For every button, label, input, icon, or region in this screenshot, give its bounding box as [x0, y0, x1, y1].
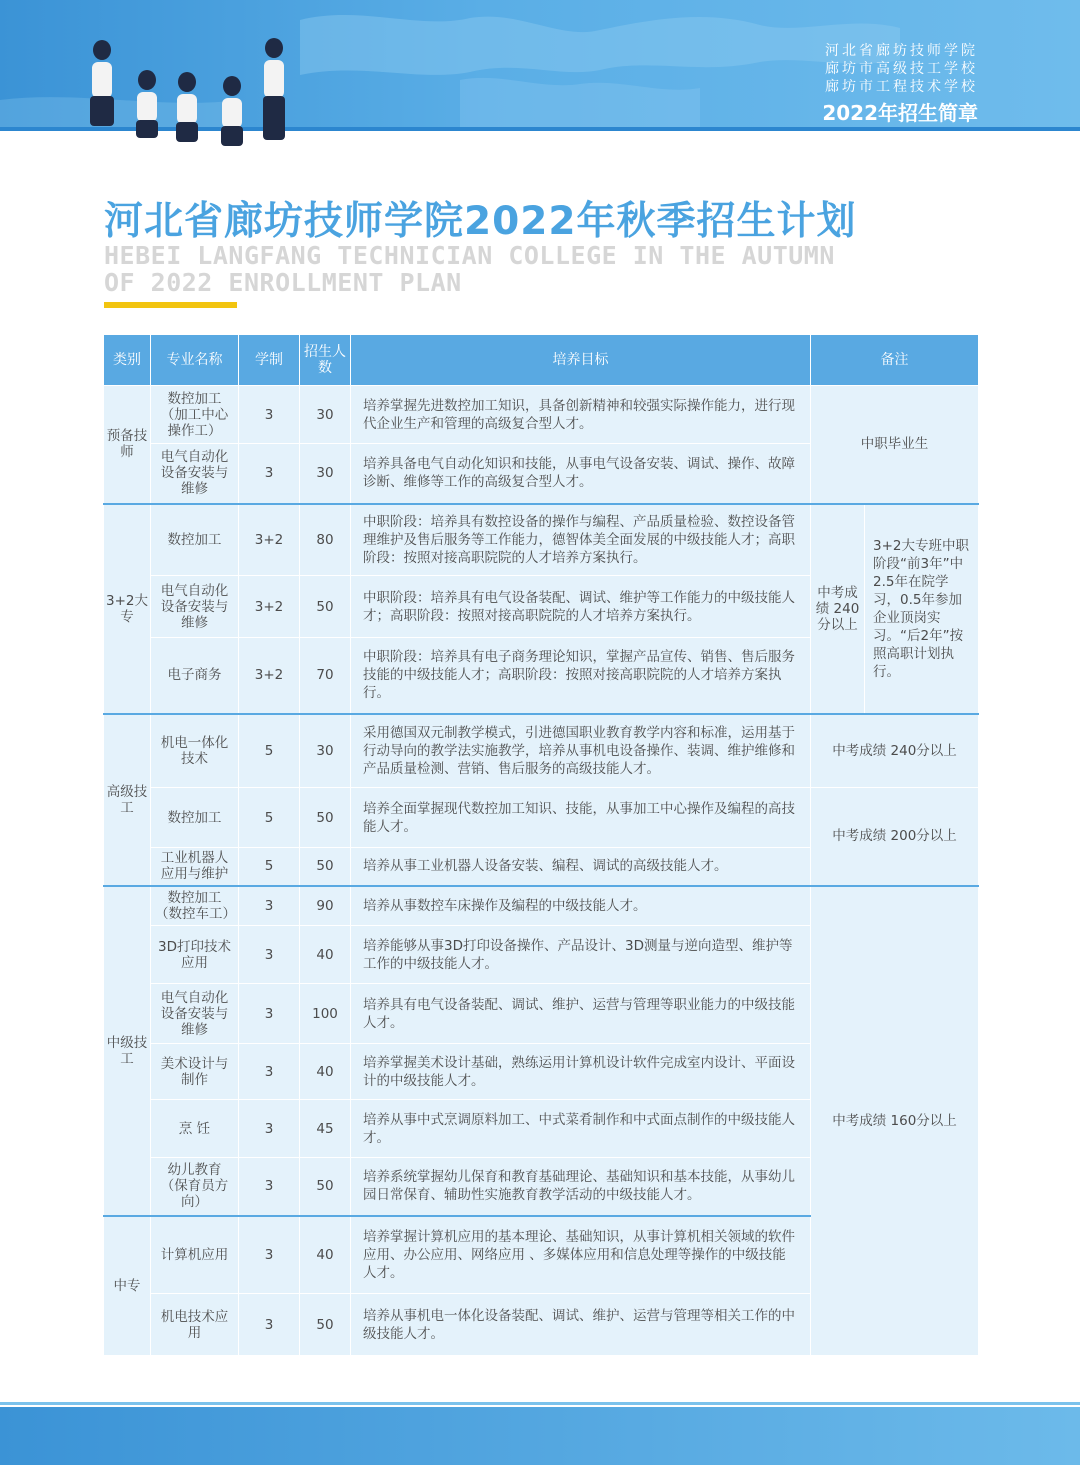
- school-name: 廊坊市高级技工学校: [825, 61, 978, 77]
- remark-cell: 中考成绩 160分以上: [811, 886, 979, 1356]
- category-cell: 中级技工: [104, 886, 151, 1216]
- quota-cell: 50: [300, 1158, 351, 1216]
- duration-cell: 3: [239, 444, 300, 504]
- major-cell: 幼儿教育（保育员方向）: [151, 1158, 239, 1216]
- goal-cell: 培养具有电气设备装配、调试、维护、运营与管理等职业能力的中级技能人才。: [351, 984, 811, 1044]
- duration-cell: 3: [239, 1158, 300, 1216]
- table-row: [104, 788, 979, 848]
- major-cell: 美术设计与制作: [151, 1044, 239, 1100]
- table-row: [104, 714, 979, 788]
- quota-cell: 45: [300, 1100, 351, 1158]
- header-duration: 学制: [239, 335, 300, 386]
- quota-cell: 30: [300, 386, 351, 444]
- quota-cell: 70: [300, 638, 351, 714]
- header-category: 类别: [104, 335, 151, 386]
- duration-cell: 3: [239, 1294, 300, 1356]
- goal-cell: 中职阶段：培养具有数控设备的操作与编程、产品质量检验、数控设备管理维护及售后服务等工作能力，德智体美全面发展的中级技能人才；高职阶段：按照对接高职院院的人才培养方案执行。: [351, 504, 811, 576]
- jumping-students-photo: [62, 10, 312, 170]
- duration-cell: 3: [239, 1216, 300, 1294]
- major-cell: 工业机器人应用与维护: [151, 848, 239, 886]
- duration-cell: 5: [239, 788, 300, 848]
- duration-cell: 3: [239, 886, 300, 926]
- quota-cell: 40: [300, 1216, 351, 1294]
- goal-cell: 培养全面掌握现代数控加工知识、技能，从事加工中心操作及编程的高技能人才。: [351, 788, 811, 848]
- goal-cell: 培养掌握计算机应用的基本理论、基础知识，从事计算机相关领域的软件应用、办公应用、网络应用 、多媒体应用和信息处理等操作的中级技能人才。: [351, 1216, 811, 1294]
- remark-cell: 中考成绩 200分以上: [811, 788, 979, 886]
- title-accent-bar: [104, 302, 237, 308]
- duration-cell: 3+2: [239, 638, 300, 714]
- goal-cell: 中职阶段：培养具有电气设备装配、调试、维护等工作能力的中级技能人才；高职阶段：按照对接高职院院的人才培养方案执行。: [351, 576, 811, 638]
- duration-cell: 5: [239, 848, 300, 886]
- footer-divider: [0, 1402, 1080, 1405]
- goal-cell: 培养具备电气自动化知识和技能，从事电气设备安装、调试、操作、故障诊断、维修等工作的高级复合型人才。: [351, 444, 811, 504]
- major-cell: 机电技术应用: [151, 1294, 239, 1356]
- table-row: [104, 504, 979, 576]
- major-cell: 计算机应用: [151, 1216, 239, 1294]
- remark-note-cell: 3+2大专班中职阶段“前3年”中2.5年在院学习，0.5年参加企业顶岗实习。“后2年”按照高职计划执行。: [865, 504, 979, 714]
- quota-cell: 40: [300, 926, 351, 984]
- quota-cell: 30: [300, 714, 351, 788]
- footer-band: [0, 1407, 1080, 1465]
- quota-cell: 50: [300, 576, 351, 638]
- major-cell: 数控加工: [151, 504, 239, 576]
- quota-cell: 80: [300, 504, 351, 576]
- goal-cell: 中职阶段：培养具有电子商务理论知识，掌握产品宣传、销售、售后服务技能的中级技能人才；高职阶段：按照对接高职院院的人才培养方案执行。: [351, 638, 811, 714]
- table-header-row: [104, 335, 979, 386]
- major-cell: 电气自动化设备安装与维修: [151, 984, 239, 1044]
- major-cell: 机电一体化技术: [151, 714, 239, 788]
- page-subtitle-en: HEBEI LANGFANG TECHNICIAN COLLEGE IN THE AUTUMN OF 2022 ENROLLMENT PLAN: [104, 241, 835, 297]
- table-row: [104, 886, 979, 926]
- quota-cell: 40: [300, 1044, 351, 1100]
- goal-cell: 培养系统掌握幼儿保育和教育基础理论、基础知识和基本技能，从事幼儿园日常保育、辅助性实施教育教学活动的中级技能人才。: [351, 1158, 811, 1216]
- duration-cell: 3: [239, 984, 300, 1044]
- major-cell: 数控加工（数控车工）: [151, 886, 239, 926]
- quota-cell: 50: [300, 788, 351, 848]
- goal-cell: 培养掌握美术设计基础，熟练运用计算机设计软件完成室内设计、平面设计的中级技能人才。: [351, 1044, 811, 1100]
- remark-cell: 中考成绩 240分以上: [811, 714, 979, 788]
- header-major: 专业名称: [151, 335, 239, 386]
- goal-cell: 培养从事中式烹调原料加工、中式菜肴制作和中式面点制作的中级技能人才。: [351, 1100, 811, 1158]
- header-goal: 培养目标: [351, 335, 811, 386]
- major-cell: 电气自动化设备安装与维修: [151, 444, 239, 504]
- category-cell: 中专: [104, 1216, 151, 1356]
- goal-cell: 培养能够从事3D打印设备操作、产品设计、3D测量与逆向造型、维护等工作的中级技能人才。: [351, 926, 811, 984]
- duration-cell: 3+2: [239, 576, 300, 638]
- major-cell: 数控加工（加工中心操作工）: [151, 386, 239, 444]
- category-cell: 预备技师: [104, 386, 151, 504]
- remark-score-cell: 中考成绩 240分以上: [811, 504, 865, 714]
- goal-cell: 采用德国双元制教学模式，引进德国职业教育教学内容和标准，运用基于行动导向的教学法实施教学，培养从事机电设备操作、装调、维护维修和产品质量检测、营销、售后服务的高级技能人才。: [351, 714, 811, 788]
- table-row: [104, 386, 979, 444]
- goal-cell: 培养从事工业机器人设备安装、编程、调试的高级技能人才。: [351, 848, 811, 886]
- brochure-title: 2022年招生简章: [822, 101, 978, 125]
- school-names-block: [822, 42, 978, 128]
- goal-cell: 培养从事数控车床操作及编程的中级技能人才。: [351, 886, 811, 926]
- duration-cell: 3: [239, 1044, 300, 1100]
- school-name: 廊坊市工程技术学校: [825, 79, 978, 95]
- category-cell: 高级技工: [104, 714, 151, 886]
- goal-cell: 培养从事机电一体化设备装配、调试、维护、运营与管理等相关工作的中级技能人才。: [351, 1294, 811, 1356]
- remark-cell: 中职毕业生: [811, 386, 979, 504]
- goal-cell: 培养掌握先进数控加工知识，具备创新精神和较强实际操作能力，进行现代企业生产和管理的高级复合型人才。: [351, 386, 811, 444]
- duration-cell: 3+2: [239, 504, 300, 576]
- major-cell: 数控加工: [151, 788, 239, 848]
- header-quota: 招生人数: [300, 335, 351, 386]
- enrollment-plan-table: [103, 334, 979, 1356]
- major-cell: 电气自动化设备安装与维修: [151, 576, 239, 638]
- duration-cell: 3: [239, 386, 300, 444]
- category-cell: 3+2大专: [104, 504, 151, 714]
- major-cell: 烹 饪: [151, 1100, 239, 1158]
- duration-cell: 5: [239, 714, 300, 788]
- school-name: 河北省廊坊技师学院: [825, 43, 978, 59]
- major-cell: 电子商务: [151, 638, 239, 714]
- quota-cell: 50: [300, 1294, 351, 1356]
- major-cell: 3D打印技术应用: [151, 926, 239, 984]
- page-title: 河北省廊坊技师学院2022年秋季招生计划: [104, 199, 857, 244]
- quota-cell: 100: [300, 984, 351, 1044]
- header-remark: 备注: [811, 335, 979, 386]
- quota-cell: 90: [300, 886, 351, 926]
- quota-cell: 30: [300, 444, 351, 504]
- duration-cell: 3: [239, 1100, 300, 1158]
- quota-cell: 50: [300, 848, 351, 886]
- duration-cell: 3: [239, 926, 300, 984]
